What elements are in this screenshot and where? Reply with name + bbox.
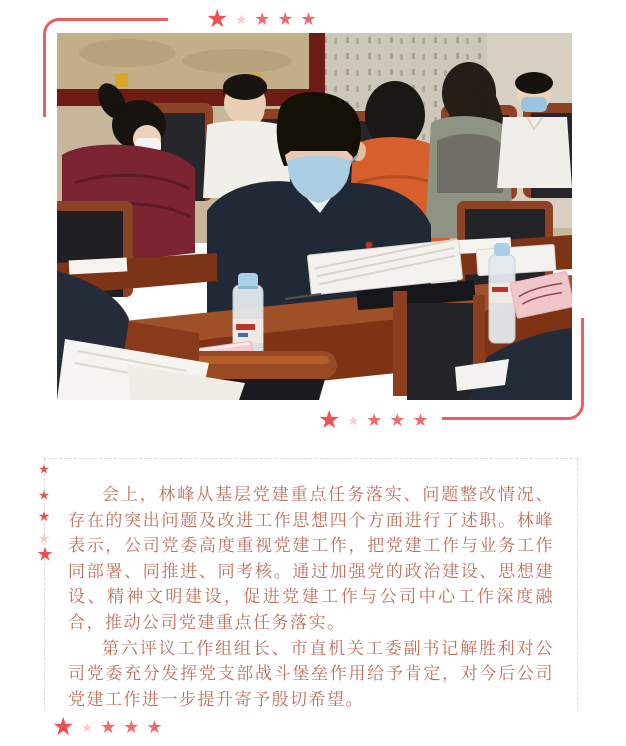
star-divider-below-photo [318, 405, 429, 435]
star-icon: ★ [389, 410, 406, 430]
star-icon: ★ [38, 461, 50, 477]
star-icon: ★ [37, 530, 51, 546]
article-paragraph: 第六评议工作组组长、市直机关工委副书记解胜利对公司党委充分发挥党支部战斗堡垒作用给予肯定，对今后公司党建工作进一步提升寄予殷切希望。 [68, 638, 554, 709]
star-icon: ★ [347, 412, 360, 428]
bottle-cap [238, 273, 258, 287]
star-icon: ★ [81, 719, 94, 735]
star-divider-top [206, 4, 317, 34]
star-divider-bottom [52, 712, 163, 742]
meeting-photo-illustration [57, 33, 572, 400]
star-icon: ★ [38, 487, 50, 503]
star-icon: ★ [206, 4, 229, 33]
water-bottle [489, 243, 515, 343]
frame-mask-left [36, 117, 51, 429]
star-icon: ★ [300, 9, 317, 29]
star-icon: ★ [277, 9, 294, 29]
frame-mask-right [576, 11, 592, 318]
star-icon: ★ [235, 11, 248, 27]
star-icon: ★ [37, 508, 51, 524]
star-icon: ★ [52, 712, 75, 741]
star-icon: ★ [254, 9, 271, 29]
lapel-pin [366, 242, 373, 249]
star-icon: ★ [146, 717, 163, 737]
wall-painting [57, 33, 325, 106]
star-icon: ★ [100, 717, 117, 737]
article-paragraph: 会上，林峰从基层党建重点任务落实、问题整改情况、存在的突出问题及改进工作思想四个方面进行了述职。林峰表示，公司党委高度重视党建工作，把党建工作与业务工作同部署、同推进、同考核。通过加强党的政治建设、思想建设、精神文明建设，促进党建工作与公司中心工作深度融合，推动公司党建重点任务落实。 [68, 485, 554, 632]
meeting-photo[interactable] [57, 33, 572, 400]
star-icon: ★ [318, 405, 341, 434]
bottle-cap [494, 243, 510, 256]
picture-light [115, 73, 128, 87]
star-icon: ★ [366, 410, 383, 430]
article-body [44, 458, 578, 710]
star-icon: ★ [36, 544, 54, 566]
star-icon: ★ [412, 410, 429, 430]
star-icon: ★ [123, 717, 140, 737]
